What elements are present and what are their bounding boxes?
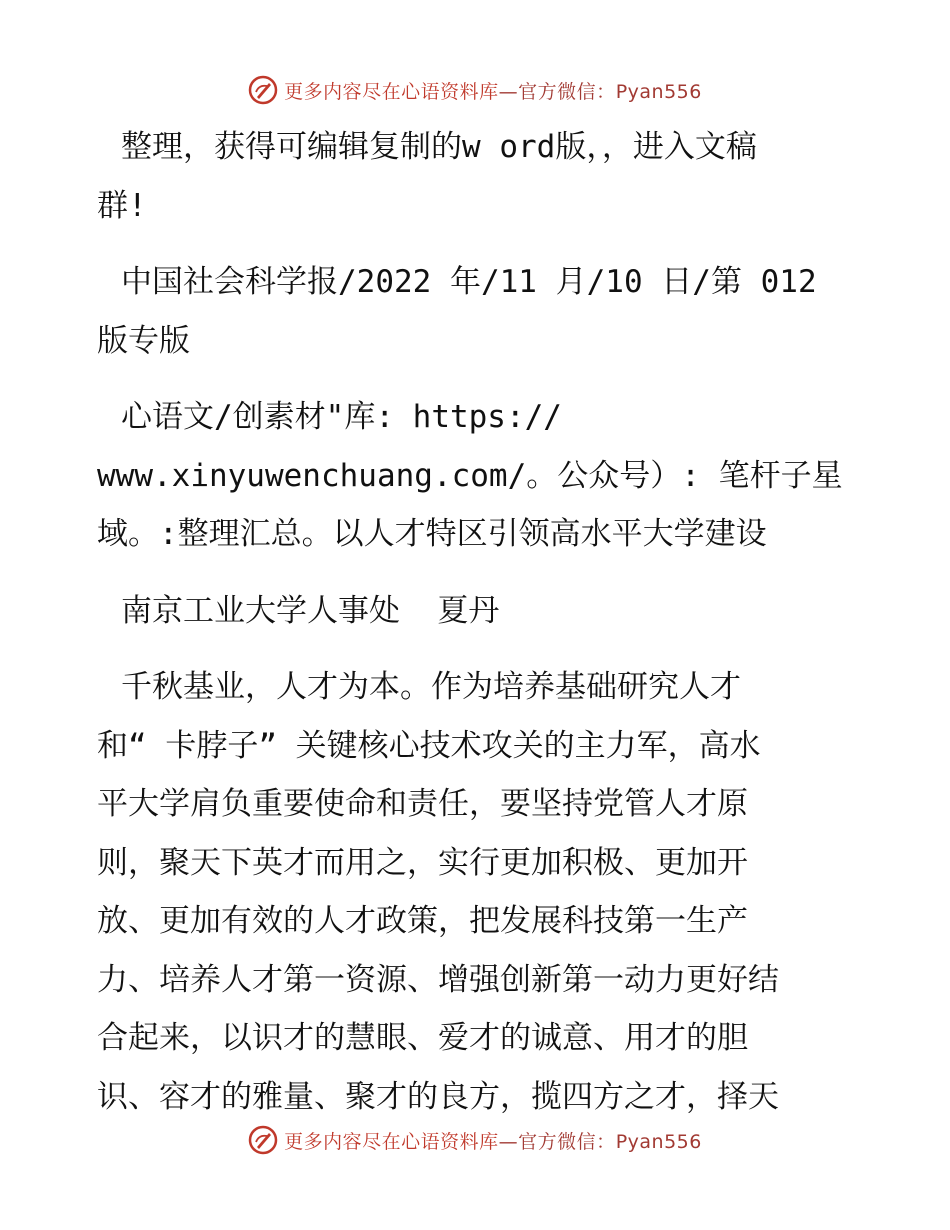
text-line: www.xinyuwenchuang.com/。公众号）: 笔杆子星 — [97, 457, 843, 494]
banner-wechat-id: Pyan556 — [615, 1130, 702, 1153]
banner-text — [284, 77, 702, 104]
quill-logo-icon — [248, 75, 278, 105]
paragraph-author — [97, 582, 857, 641]
text-line: 心语文/创素材"库: https:// — [121, 399, 562, 435]
banner-main-text: 更多内容尽在心语资料库 — [284, 80, 499, 103]
text-line: 则，聚天下英才而用之，实行更加积极、更加开 — [97, 844, 748, 881]
banner-wechat-label: —官方微信： — [498, 80, 616, 103]
text-line: 力、培养人才第一资源、增强创新第一动力更好结 — [97, 961, 779, 998]
text-line: 放、更加有效的人才政策，把发展科技第一生产 — [97, 903, 748, 939]
text-line: 中国社会科学报/2022 年/11 月/10 日/第 012 — [121, 264, 817, 300]
header-banner — [0, 68, 950, 112]
text-line: 版专版 — [97, 322, 190, 359]
text-line: 识、容才的雅量、聚才的良方，揽四方之才，择天 — [97, 1078, 779, 1115]
paragraph-body — [97, 658, 857, 1126]
text-line: 千秋基业，人才为本。作为培养基础研究人才 — [121, 669, 741, 705]
text-line: 平大学肩负重要使命和责任，要坚持党管人才原 — [97, 786, 748, 822]
banner-text — [284, 1127, 702, 1154]
text-line: 和“ 卡脖子” 关键核心技术攻关的主力军，高水 — [97, 727, 761, 764]
text-line: 南京工业大学人事处 夏丹 — [121, 592, 500, 629]
text-line: 域。:整理汇总。以人才特区引领高水平大学建设 — [97, 516, 767, 552]
paragraph-title — [97, 388, 857, 564]
banner-wechat-id: Pyan556 — [615, 80, 702, 103]
paragraph-intro — [97, 118, 857, 235]
text-line: 合起来，以识才的慧眼、爱才的诚意、用才的胆 — [97, 1020, 748, 1056]
text-line: 整理，获得可编辑复制的w ord版，，进入文稿 — [121, 129, 757, 165]
text-line: 群! — [97, 187, 147, 224]
document-body — [97, 118, 857, 1126]
banner-wechat-label: —官方微信： — [498, 1130, 616, 1153]
quill-logo-icon — [248, 1125, 278, 1155]
paragraph-source — [97, 253, 857, 370]
footer-banner — [0, 1118, 950, 1162]
banner-main-text: 更多内容尽在心语资料库 — [284, 1130, 499, 1153]
